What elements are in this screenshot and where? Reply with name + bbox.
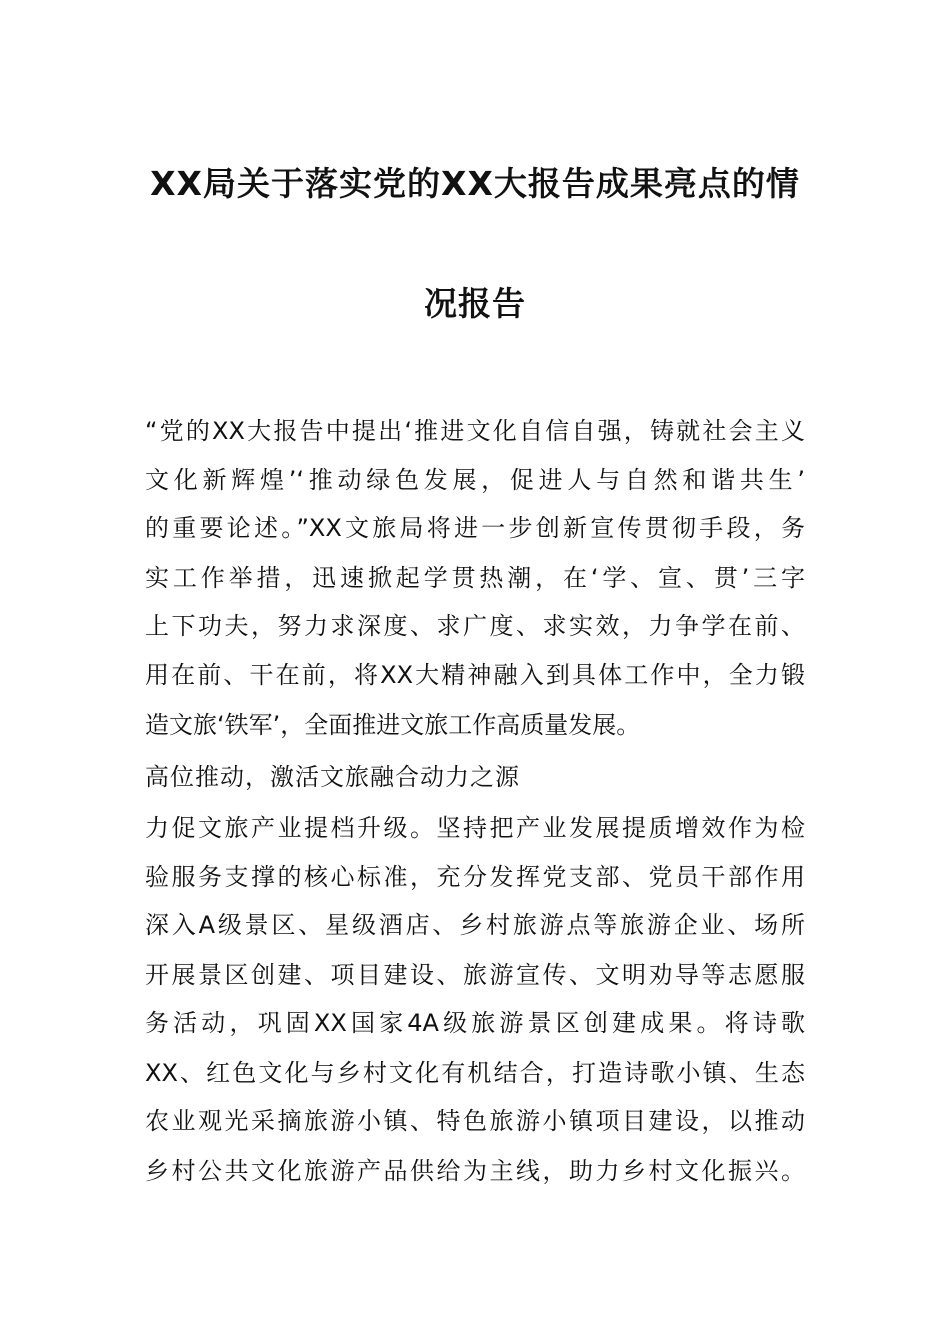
section-line-3: 深入A级景区、星级酒店、乡村旅游点等旅游企业、场所 — [145, 911, 805, 939]
section-line-7: 农业观光采摘旅游小镇、特色旅游小镇项目建设，以推动 — [145, 1107, 805, 1135]
section-line-5: 务活动，巩固XX国家4A级旅游景区创建成果。将诗歌 — [145, 1009, 805, 1037]
section-line-4: 开展景区创建、项目建设、旅游宣传、文明劝导等志愿服 — [145, 961, 805, 989]
section-line-6: XX、红色文化与乡村文化有机结合，打造诗歌小镇、生态 — [145, 1059, 805, 1087]
document-title-line-2: 况报告 — [424, 284, 526, 323]
intro-line-4: 实工作举措，迅速掀起学贯热潮，在‘学、宣、贯’三字 — [145, 564, 805, 592]
document-title-line-1: XX局关于落实党的XX大报告成果亮点的情 — [150, 164, 800, 203]
section-line-2: 验服务支撑的核心标准，充分发挥党支部、党员干部作用 — [145, 863, 805, 891]
intro-line-2: 文化新辉煌’‘推动绿色发展，促进人与自然和谐共生’ — [145, 466, 805, 494]
section-line-1: 力促文旅产业提档升级。坚持把产业发展提质增效作为检 — [145, 814, 805, 842]
intro-line-1: “党的XX大报告中提出‘推进文化自信自强，铸就社会主义 — [145, 417, 805, 445]
intro-line-5: 上下功夫，努力求深度、求广度、求实效，力争学在前、 — [145, 612, 805, 640]
section-line-8: 乡村公共文化旅游产品供给为主线，助力乡村文化振兴。 — [145, 1157, 805, 1185]
intro-line-6: 用在前、干在前，将XX大精神融入到具体工作中，全力锻 — [145, 661, 805, 689]
section-heading: 高位推动，激活文旅融合动力之源 — [145, 763, 520, 791]
intro-line-3: 的重要论述。”XX文旅局将进一步创新宣传贯彻手段，务 — [145, 514, 805, 542]
intro-line-7: 造文旅‘铁军’，全面推进文旅工作高质量发展。 — [145, 711, 641, 739]
